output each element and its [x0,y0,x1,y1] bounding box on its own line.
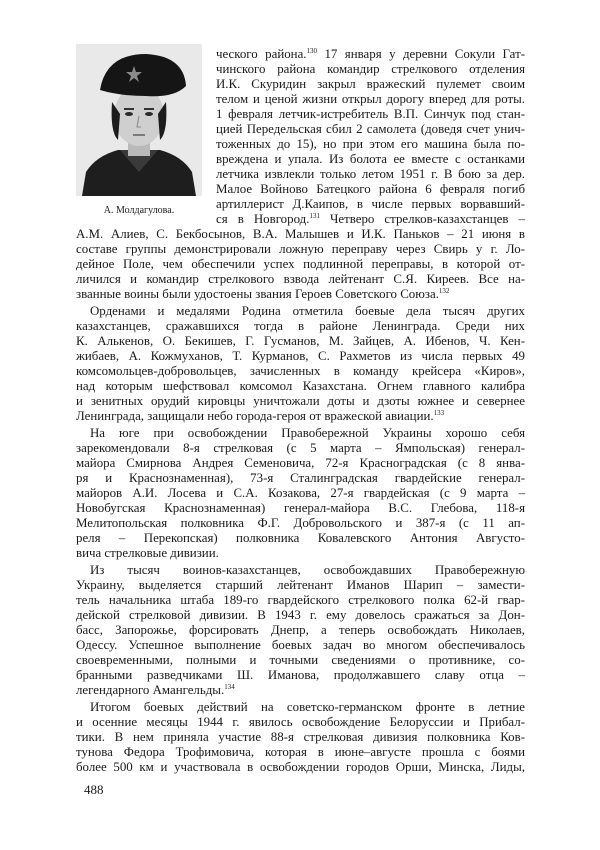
text-segment: Из тысяч воинов-казахстанцев, освобождавших Правобережную [90,563,525,577]
portrait-photo [76,44,202,196]
text-line [76,730,525,745]
text-line [76,638,525,653]
text-line [216,77,525,92]
text-line [76,456,525,471]
text-line [216,152,525,167]
text-segment: чинского района командир стрелкового отделения [216,62,525,76]
text-line [76,516,525,531]
text-segment: своевременными, полными и точными сведениями о противнике, со- [76,653,525,667]
text-segment: реля – Перекопская) полковника Ковалевского Антония Августо- [76,531,525,545]
text-segment: тоженных до 15), но при этом его машина была по- [216,137,525,151]
footnote-ref: 134 [224,683,235,691]
text-line [76,760,525,775]
text-line [216,182,525,197]
text-segment: над которым шефствовал комсомол Казахстана. Огнем главного калибра [76,379,525,393]
text-line [76,287,525,302]
text-segment: Малое Войново Батецкого района 6 февраля погиб [216,182,525,196]
text-segment: цией Передельская сбил 2 самолета (доведя счет унич- [216,122,525,136]
text-line [76,227,525,242]
text-segment: более 500 км и участвовала в освобождении городов Орши, Минска, Лиды, [76,760,525,774]
text-segment: Итогом боевых действий на советско-германском фронте в летние [90,700,525,714]
text-segment: майоров А.И. Лосева и С.А. Козакова, 27-я гвардейская (с 9 марта – [76,486,525,500]
text-line [76,593,525,608]
text-line [216,167,525,182]
text-line [216,197,525,212]
page-number: 488 [84,782,104,797]
photo-caption: А. Молдагулова. [103,205,175,216]
text-segment: званные воины были удостоены звания Героев Советского Союза. [76,287,439,301]
text-segment: зарекомендовали 8-я стрелковая (с 5 марта – Ямпольская) генерал- [76,441,525,455]
text-line [76,349,525,364]
text-line [90,563,525,578]
text-segment: Украину, выделяется старший лейтенант Иманов Шарип – замести- [76,578,525,592]
text-segment: И.К. Скуридин закрыл вражеский пулемет своим [216,77,525,91]
text-line [76,501,525,516]
text-line [76,486,525,501]
text-segment: тунова Федора Трофимовича, которая в июне–августе прошла с боями [76,745,525,759]
text-segment: ся в Новгород. [216,212,310,226]
text-line [76,334,525,349]
text-segment: казахстанцев, сражавшихся тогда в районе Ленинграда. Среди них [76,319,525,333]
text-line [76,531,525,546]
text-line [90,700,525,715]
text-segment: тель начальника штаба 189-го гвардейского стрелкового полка 62-й гвар- [76,593,525,607]
text-line [76,578,525,593]
text-line [76,668,525,683]
text-segment: дейное Поле, чем обеспечили успех подлинной переправы, в которой от- [76,257,525,271]
text-segment: ческого района. [216,47,307,61]
text-line [76,683,525,698]
text-line [90,426,525,441]
text-segment: А.М. Алиев, С. Бекбосынов, В.А. Малышев и И.К. Паньков – 21 июня в [76,227,525,241]
text-segment: и осенние месяцы 1944 г. явилось освобождение Белоруссии и Прибал- [76,715,525,729]
text-segment: 1 февраля летчик-истребитель В.П. Синчук под стан- [216,107,525,121]
text-line [76,364,525,379]
text-segment: личился и командир стрелкового взвода лейтенант С.Я. Киреев. Все на- [76,272,525,286]
text-line [76,715,525,730]
footnote-ref: 133 [433,409,445,417]
text-line [216,122,525,137]
text-segment: Мелитопольская полковника Ф.Г. Добровольского и 387-я (с 11 ап- [76,516,525,530]
text-line [76,272,525,287]
text-line [76,608,525,623]
text-line [216,62,525,77]
text-segment: и зенитных орудий кировцы уничтожали доты и дзоты южнее и севернее [76,394,525,408]
text-segment: артиллерист Д.Каипов, в числе первых ворвавший- [216,197,525,211]
text-line [76,653,525,668]
text-segment: 17 января у деревни Сокули Гат- [317,47,525,61]
text-segment: жибаев, А. Кожмуханов, Т. Курманов, С. Рахметов из числа первых 49 [76,349,525,363]
portrait-image [76,44,202,196]
text-segment: К. Алькенов, О. Бекишев, Г. Гусманов, М. Зайцев, А. Ибенов, Ч. Кен- [76,334,525,348]
text-line [76,319,525,334]
footnote-ref: 130 [306,47,318,55]
text-line [76,409,525,424]
footnote-ref: 131 [309,212,320,220]
text-segment: басс, Запорожье, форсировать Днепр, а теперь освобождать Николаев, [76,623,525,637]
text-line [76,394,525,409]
text-line [76,745,525,760]
text-line [216,92,525,107]
text-segment: легендарного Амангельды. [76,683,225,697]
text-segment: тики. В нем приняла участие 88-я стрелковая дивизия полковника Ков- [76,730,525,744]
text-segment: Новобугская Краснознаменная) генерал-майора В.С. Глебова, 118-я [76,501,525,515]
text-segment: телом и ценой жизни открыл дорогу вперед для роты. [216,92,525,106]
text-line [76,379,525,394]
footnote-ref: 132 [438,287,450,295]
text-line [76,471,525,486]
text-segment: летчика извлекли только летом 1951 г. В бою за дер. [216,167,525,181]
text-segment: составе группы демонстрировали ложную переправу через Свирь у г. Ло- [76,242,525,256]
text-line [76,257,525,272]
text-segment: комсомольцев-добровольцев, зачисленных в команду крейсера «Киров», [76,364,525,378]
text-line [76,441,525,456]
text-line [216,137,525,152]
text-line [76,546,525,561]
text-line [76,623,525,638]
text-segment: Четверо стрелков-казахстанцев – [319,212,525,226]
text-segment: Одессу. Успешное выполнение боевых задач во многом обеспечивалось [76,638,525,652]
text-segment: На юге при освобождении Правобережной Украины хорошо себя [90,426,525,440]
text-segment: ря и Краснознаменная), 73-я Сталинградская гвардейские генерал- [76,471,525,485]
text-segment: Орденами и медалями Родина отметила боевые дела тысяч других [90,304,525,318]
text-line [216,107,525,122]
text-segment: Ленинграда, защищали небо города-героя от вражеской авиации. [76,409,434,423]
text-line [76,242,525,257]
text-line [90,304,525,319]
text-segment: вича стрелковые дивизии. [76,546,219,560]
text-line [216,47,525,62]
text-segment: бранными разведчиками Ш. Иманова, продолжавшего славу отца – [76,668,525,682]
text-segment: вреждена и упала. Из болота ее вместе с останками [216,152,525,166]
text-segment: майора Смирнова Андрея Семеновича, 72-я Красноградская (с 8 янва- [76,456,525,470]
text-segment: дейской стрелковой дивизии. В 1943 г. ему довелось сражаться за Дон- [76,608,525,622]
text-line [216,212,525,227]
